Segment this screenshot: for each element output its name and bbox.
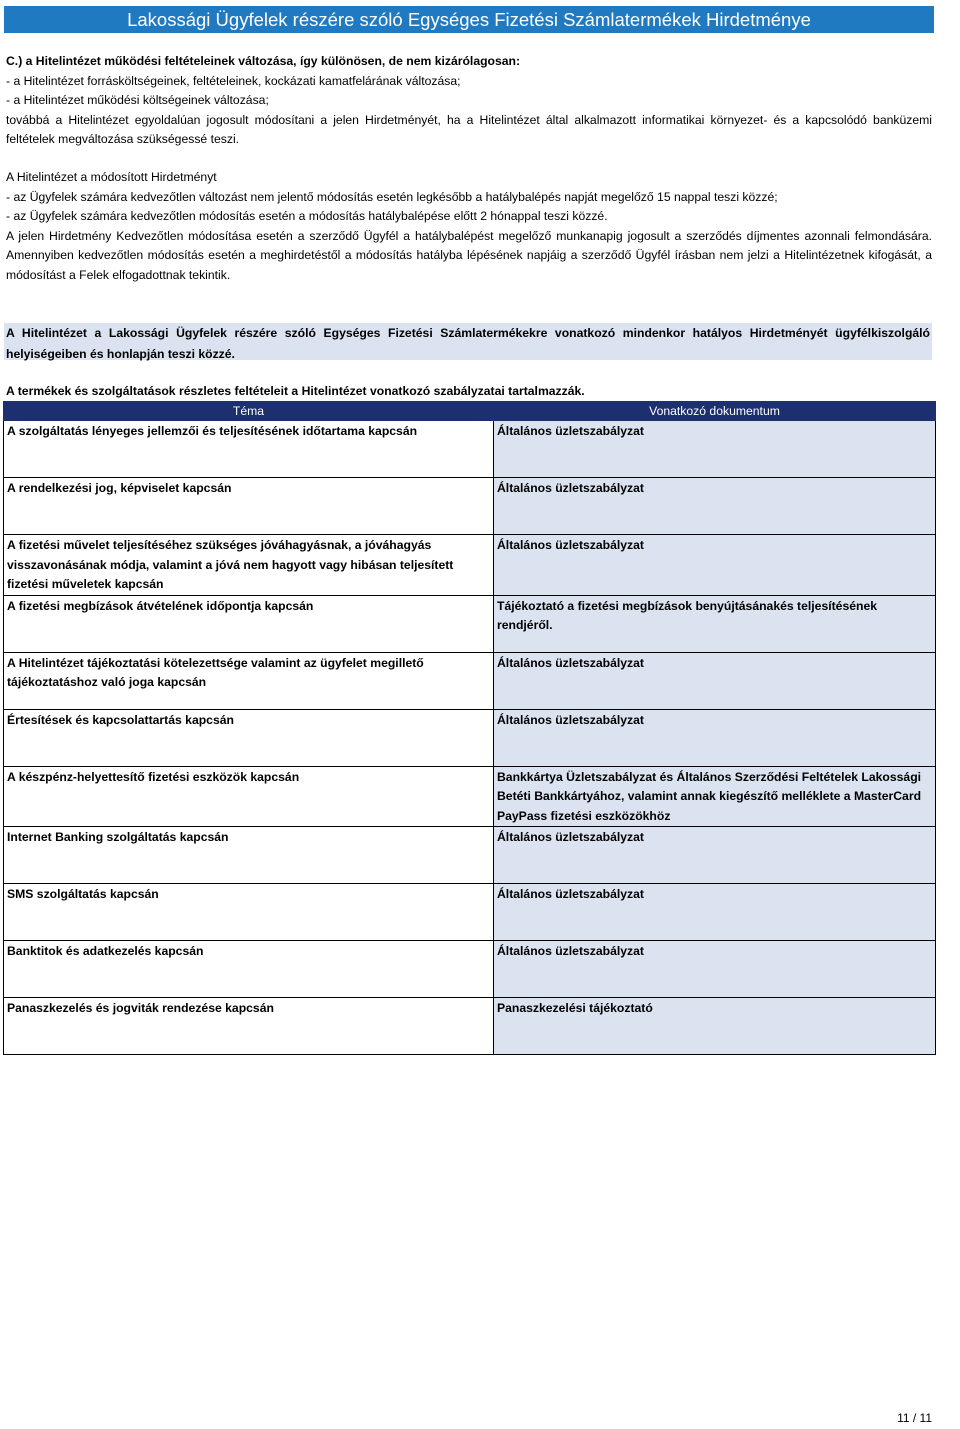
- section-c-item: - a Hitelintézet működési költségeinek változása;: [6, 93, 269, 107]
- page-number: 11 / 11: [897, 1411, 932, 1425]
- publication-notice: [4, 323, 932, 360]
- row-document: Bankkártya Üzletszabályzat és Általános Szerződési Feltételek Lakossági Betéti Bankkártyához, valamint annak kiegészítő melléklete a MasterCard PayPass fizetési eszközökhöz: [494, 766, 936, 827]
- table-row: [4, 941, 936, 998]
- document-title: Lakossági Ügyfelek részére szóló Egységes Fizetési Számlatermékek Hirdetménye: [4, 6, 934, 33]
- row-document: Általános üzletszabályzat: [494, 709, 936, 766]
- table-row: [4, 421, 936, 478]
- publication-rules: [6, 168, 932, 285]
- row-theme: A szolgáltatás lényeges jellemzői és teljesítésének időtartama kapcsán: [4, 421, 494, 478]
- row-theme: A rendelkezési jog, képviselet kapcsán: [4, 478, 494, 535]
- table-body: [4, 421, 936, 1055]
- table-header-row: [4, 402, 936, 421]
- section-c-paragraph: továbbá a Hitelintézet egyoldalúan jogosult módosítani a jelen Hirdetményét, ha a Hitelintézet által alkalmazott informatikai környezet- és a kapcsolódó banküzemi feltételek megváltozása szükségessé teszi.: [6, 112, 932, 146]
- table-row: [4, 595, 936, 652]
- row-theme: A fizetési megbízások átvételének időpontja kapcsán: [4, 595, 494, 652]
- termination-paragraph: A jelen Hirdetmény Kedvezőtlen módosítása esetén a szerződő Ügyfél a hatálybalépést megelőző munkanapig jogosult a szerződés díjmentes azonnali felmondására. Amennyiben kedvezőtlen módosítás esetén a meghirdetéstől a módosítás hatályba lépésének napjáig a szerződő Ügyfél írásban nem jelzi a Hitelintézetnek kifogását, a módosítást a Felek elfogadottnak tekintik.: [6, 228, 932, 282]
- row-document: Általános üzletszabályzat: [494, 827, 936, 884]
- section-c-item: - a Hitelintézet forrásköltségeinek, feltételeinek, kockázati kamatfelárának változása;: [6, 73, 461, 88]
- row-document: Általános üzletszabályzat: [494, 884, 936, 941]
- publication-rule: - az Ügyfelek számára kedvezőtlen változást nem jelentő módosítás esetén legkésőbb a hatálybalépés napját megelőző 15 nappal teszi közzé;: [6, 189, 778, 204]
- row-document: Panaszkezelési tájékoztató: [494, 998, 936, 1055]
- column-header-theme: Téma: [4, 402, 494, 421]
- table-row: [4, 709, 936, 766]
- section-c-heading: C.) a Hitelintézet működési feltételeinek változása, így különösen, de nem kizárólagosan:: [6, 54, 521, 68]
- table-intro: A termékek és szolgáltatások részletes feltételeit a Hitelintézet vonatkozó szabályzatai tartalmazzák.: [6, 384, 585, 398]
- row-theme: A fizetési művelet teljesítéséhez szükséges jóváhagyásnak, a jóváhagyás visszavonásának módja, valamint a jóvá nem hagyott vagy hibásan teljesített fizetési műveletek kapcsán: [4, 535, 494, 596]
- row-document: Általános üzletszabályzat: [494, 535, 936, 596]
- row-theme: Internet Banking szolgáltatás kapcsán: [4, 827, 494, 884]
- column-header-document: Vonatkozó dokumentum: [494, 402, 936, 421]
- row-document: Általános üzletszabályzat: [494, 421, 936, 478]
- table-row: [4, 998, 936, 1055]
- notice-line: A Hitelintézet a Lakossági Ügyfelek részére szóló Egységes Fizetési Számlatermékekre vonatkozó mindenkor hatályos Hirdetményét ügyfélkiszolgáló: [6, 326, 930, 340]
- documents-table: [3, 401, 936, 1055]
- notice-line: helyiségeiben és honlapján teszi közzé.: [6, 346, 235, 361]
- table-row: [4, 884, 936, 941]
- table-row: [4, 535, 936, 596]
- row-theme: Értesítések és kapcsolattartás kapcsán: [4, 709, 494, 766]
- row-theme: A készpénz-helyettesítő fizetési eszközök kapcsán: [4, 766, 494, 827]
- publication-intro: A Hitelintézet a módosított Hirdetményt: [6, 170, 217, 184]
- table-row: [4, 478, 936, 535]
- row-theme: Banktitok és adatkezelés kapcsán: [4, 941, 494, 998]
- row-theme: Panaszkezelés és jogviták rendezése kapcsán: [4, 998, 494, 1055]
- row-document: Általános üzletszabályzat: [494, 478, 936, 535]
- row-document: Általános üzletszabályzat: [494, 652, 936, 709]
- row-theme: A Hitelintézet tájékoztatási kötelezettsége valamint az ügyfelet megillető tájékoztatáshoz való joga kapcsán: [4, 652, 494, 709]
- row-document: Tájékoztató a fizetési megbízások benyújtásánakés teljesítésének rendjéről.: [494, 595, 936, 652]
- publication-rule: - az Ügyfelek számára kedvezőtlen módosítás esetén a módosítás hatálybalépése előtt 2 hónappal teszi közzé.: [6, 209, 608, 223]
- table-row: [4, 652, 936, 709]
- section-c: [6, 52, 932, 150]
- row-theme: SMS szolgáltatás kapcsán: [4, 884, 494, 941]
- row-document: Általános üzletszabályzat: [494, 941, 936, 998]
- table-row: [4, 827, 936, 884]
- table-row: [4, 766, 936, 827]
